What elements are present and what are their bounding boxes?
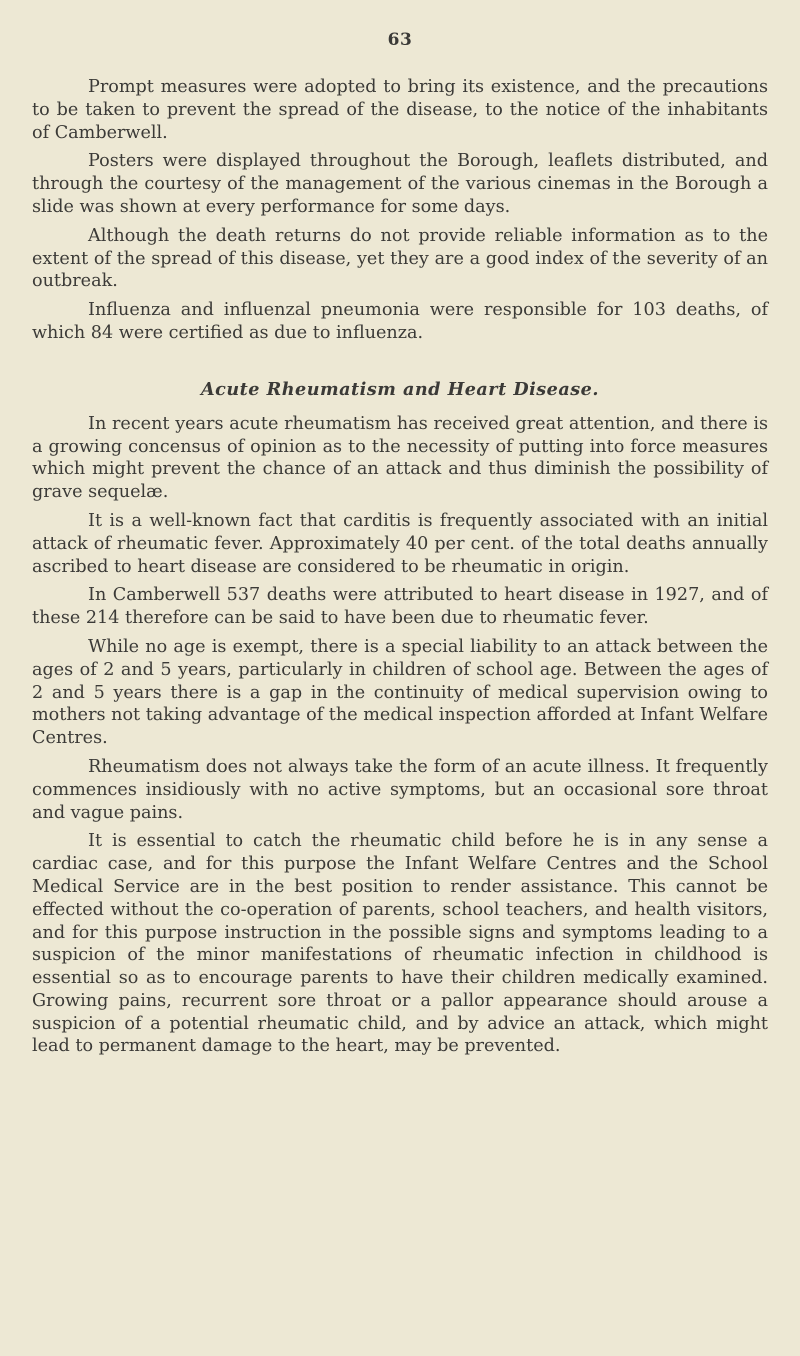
paragraph-age-liability: While no age is exempt, there is a special liability to an attack between the ages of 2 and 5 years, particularly in children of school age. Between the ages of 2 and 5 years there is a gap in the continuity of medical supervision owing to mothers not taking advantage of the medical inspection afforded at Infant Welfare Centres.: [32, 636, 768, 749]
paragraph-death-returns: Although the death returns do not provide reliable information as to the extent of the spread of this disease, yet they are a good index of the severity of an outbreak.: [32, 225, 768, 292]
body-text: [32, 76, 768, 1064]
paragraph-camberwell-deaths: In Camberwell 537 deaths were attributed to heart disease in 1927, and of these 214 therefore can be said to have been due to rheumatic fever.: [32, 585, 768, 629]
paragraph-recent-years: In recent years acute rheumatism has received great attention, and there is a growing concensus of opinion as to the necessity of putting into force measures which might prevent the chance of an attack and thus diminish the possibility of grave sequelæ.: [32, 413, 768, 503]
paragraph-carditis: It is a well-known fact that carditis is frequently associated with an initial attack of rheumatic fever. Approximately 40 per cent. of the total deaths annually ascribed to heart disease are considered to be rheumatic in origin.: [32, 510, 768, 577]
section-heading: Acute Rheumatism and Heart Disease.: [201, 378, 599, 400]
paragraph-insidious-onset: Rheumatism does not always take the form of an acute illness. It frequently commences insidiously with no active symptoms, but an occasional sore throat and vague pains.: [32, 756, 768, 823]
paragraph-influenza-deaths: Influenza and influenzal pneumonia were responsible for 103 deaths, of which 84 were certified as due to influenza.: [32, 300, 768, 343]
paragraph-posters: Posters were displayed throughout the Borough, leaflets distributed, and through the courtesy of the management of the various cinemas in the Borough a slide was shown at every performance for some days.: [32, 151, 768, 217]
page-number: 63: [387, 30, 413, 50]
paragraph-prompt-measures: Prompt measures were adopted to bring its existence, and the precautions to be taken to prevent the spread of the disease, to the notice of the inhabitants of Camberwell.: [32, 77, 768, 143]
paragraph-prevention: It is essential to catch the rheumatic child before he is in any sense a cardiac case, and for this purpose the Infant Welfare Centres and the School Medical Service are in the best position to render assistance. This cannot be effected without the co-operation of parents, school teachers, and health visitors, and for this purpose instruction in the possible signs and symptoms leading to a suspicion of the minor manifestations of rheumatic infection in childhood is essential so as to encourage parents to have their children medically examined. Growing pains, recurrent sore throat or a pallor appearance should arouse a suspicion of a potential rheumatic child, and by advice an attack, which might lead to permanent damage to the heart, may be prevented.: [32, 831, 768, 1057]
